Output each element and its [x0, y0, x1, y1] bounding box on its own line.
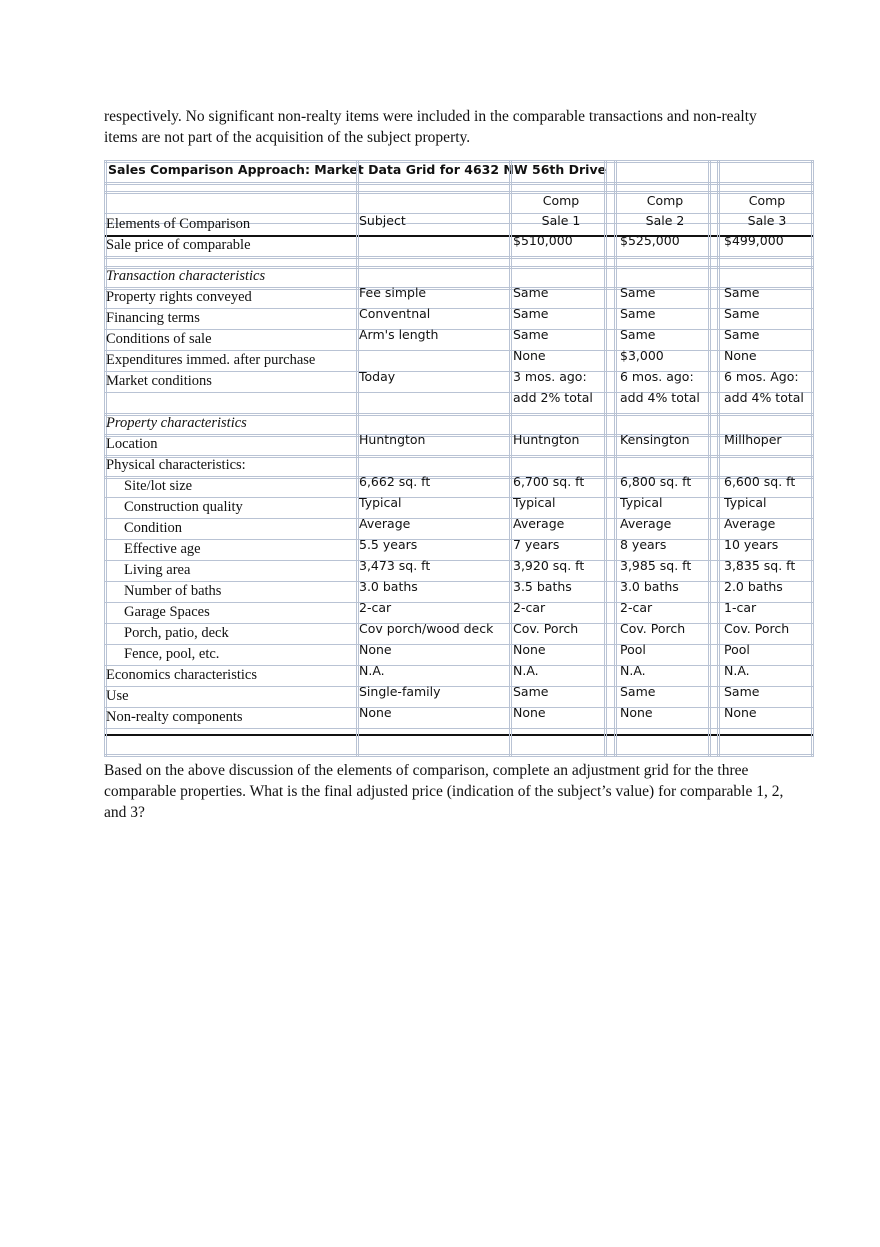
header-elements-of-comparison: Elements of Comparison — [106, 216, 251, 232]
question-paragraph: Based on the above discussion of the elements of comparison, complete an adjustment grid for the three comparable properties. What is the final adjusted price (indication of the subject’s value) for comparable 1, 2, and 3? — [104, 762, 784, 821]
cell-sale-2: Typical — [620, 495, 663, 510]
cell-sale-1: 7 years — [513, 537, 560, 552]
cell-subject: Average — [359, 516, 411, 531]
cell-sale-1: Average — [513, 516, 565, 531]
cell-sale-1: Cov. Porch — [513, 621, 579, 636]
cell-sale-2: 2-car — [620, 600, 653, 615]
cell-sale-2: Same — [620, 285, 656, 300]
cell-sale-3: 3,835 sq. ft — [724, 558, 796, 573]
cell-sale-3: 6,600 sq. ft — [724, 474, 796, 489]
row-label: Site/lot size — [124, 478, 193, 494]
cell-subject: Arm's length — [359, 327, 439, 342]
cell-subject: Today — [359, 369, 396, 384]
cell-sale-1: $510,000 — [513, 233, 573, 248]
cell-sale-3: 1-car — [724, 600, 757, 615]
row-label: Use — [106, 688, 129, 704]
cell-sale-3: Same — [724, 306, 760, 321]
row-label: Number of baths — [124, 583, 222, 599]
cell-sale-2: 8 years — [620, 537, 667, 552]
cell-sale-3: Same — [724, 327, 760, 342]
cell-sale-3: Same — [724, 285, 760, 300]
cell-sale-1: 2-car — [513, 600, 546, 615]
row-label: Property characteristics — [106, 415, 247, 431]
cell-sale-2: add 4% total — [620, 390, 700, 405]
cell-subject: None — [359, 642, 392, 657]
cell-subject: Typical — [359, 495, 402, 510]
cell-sale-1: 3,920 sq. ft — [513, 558, 585, 573]
cell-sale-3: Millhoper — [724, 432, 782, 447]
cell-subject: Fee simple — [359, 285, 427, 300]
cell-subject: None — [359, 705, 392, 720]
cell-sale-2: 6,800 sq. ft — [620, 474, 692, 489]
row-label: Non-realty components — [106, 709, 243, 725]
cell-sale-1: Huntngton — [513, 432, 580, 447]
cell-sale-2: Cov. Porch — [620, 621, 686, 636]
row-label: Garage Spaces — [124, 604, 210, 620]
cell-sale-1: 3.5 baths — [513, 579, 572, 594]
row-label: Location — [106, 436, 158, 452]
cell-sale-1: None — [513, 705, 546, 720]
cell-sale-1: Same — [513, 306, 549, 321]
comp-label-2: Comp — [646, 193, 684, 208]
cell-subject: Single-family — [359, 684, 441, 699]
intro-paragraph: respectively. No significant non-realty items were included in the comparable transactions and non-realty items are not part of the acquisition of the subject property. — [104, 108, 757, 146]
row-label: Transaction characteristics — [106, 268, 266, 284]
row-label: Conditions of sale — [106, 331, 212, 347]
row-label: Sale price of comparable — [106, 237, 251, 253]
header-sale-3: Sale 3 — [747, 213, 787, 228]
cell-subject: Conventnal — [359, 306, 431, 321]
cell-sale-2: Same — [620, 327, 656, 342]
grid-title: Sales Comparison Approach: Market Data Grid for 4632 NW 56th Drive — [108, 162, 607, 177]
market-data-grid — [104, 160, 814, 757]
cell-sale-2: $525,000 — [620, 233, 680, 248]
cell-subject: Cov porch/wood deck — [359, 621, 494, 636]
row-label: Expenditures immed. after purchase — [106, 352, 316, 368]
cell-sale-2: Pool — [620, 642, 646, 657]
cell-sale-3: None — [724, 705, 757, 720]
header-sale-1: Sale 1 — [541, 213, 581, 228]
cell-sale-2: Same — [620, 684, 656, 699]
cell-sale-3: Cov. Porch — [724, 621, 790, 636]
cell-sale-1: N.A. — [513, 663, 539, 678]
row-label: Construction quality — [124, 499, 243, 515]
row-label: Effective age — [124, 541, 201, 557]
row-label: Market conditions — [106, 373, 212, 389]
cell-sale-1: Typical — [513, 495, 556, 510]
cell-subject: 3.0 baths — [359, 579, 418, 594]
cell-sale-2: N.A. — [620, 663, 646, 678]
header-sale-2: Sale 2 — [645, 213, 685, 228]
cell-sale-3: None — [724, 348, 757, 363]
row-label: Property rights conveyed — [106, 289, 252, 305]
cell-sale-3: 6 mos. Ago: — [724, 369, 799, 384]
cell-sale-3: add 4% total — [724, 390, 804, 405]
cell-sale-3: $499,000 — [724, 233, 784, 248]
cell-subject: Huntngton — [359, 432, 426, 447]
cell-sale-2: Average — [620, 516, 672, 531]
cell-subject: N.A. — [359, 663, 385, 678]
cell-sale-1: 6,700 sq. ft — [513, 474, 585, 489]
row-label: Financing terms — [106, 310, 200, 326]
cell-sale-3: Same — [724, 684, 760, 699]
cell-sale-3: 10 years — [724, 537, 779, 552]
cell-subject: 6,662 sq. ft — [359, 474, 431, 489]
cell-sale-2: 3,985 sq. ft — [620, 558, 692, 573]
cell-sale-2: None — [620, 705, 653, 720]
cell-sale-1: Same — [513, 684, 549, 699]
row-label: Fence, pool, etc. — [124, 646, 220, 662]
cell-sale-3: Average — [724, 516, 776, 531]
cell-subject: 3,473 sq. ft — [359, 558, 431, 573]
cell-sale-3: Typical — [724, 495, 767, 510]
cell-sale-1: Same — [513, 285, 549, 300]
header-subject: Subject — [359, 213, 406, 228]
comp-label-3: Comp — [748, 193, 786, 208]
cell-sale-1: None — [513, 348, 546, 363]
cell-sale-3: Pool — [724, 642, 750, 657]
row-label: Economics characteristics — [106, 667, 257, 683]
cell-subject: 2-car — [359, 600, 392, 615]
cell-sale-1: 3 mos. ago: — [513, 369, 587, 384]
cell-sale-2: Kensington — [620, 432, 690, 447]
row-label: Porch, patio, deck — [124, 625, 229, 641]
cell-sale-2: $3,000 — [620, 348, 664, 363]
cell-sale-1: add 2% total — [513, 390, 593, 405]
cell-sale-3: 2.0 baths — [724, 579, 783, 594]
cell-subject: 5.5 years — [359, 537, 418, 552]
cell-sale-3: N.A. — [724, 663, 750, 678]
row-label: Living area — [124, 562, 191, 578]
cell-sale-2: Same — [620, 306, 656, 321]
row-label: Physical characteristics: — [106, 457, 246, 473]
cell-sale-1: Same — [513, 327, 549, 342]
comp-label-1: Comp — [542, 193, 580, 208]
cell-sale-1: None — [513, 642, 546, 657]
row-label: Condition — [124, 520, 183, 536]
cell-sale-2: 6 mos. ago: — [620, 369, 694, 384]
cell-sale-2: 3.0 baths — [620, 579, 679, 594]
